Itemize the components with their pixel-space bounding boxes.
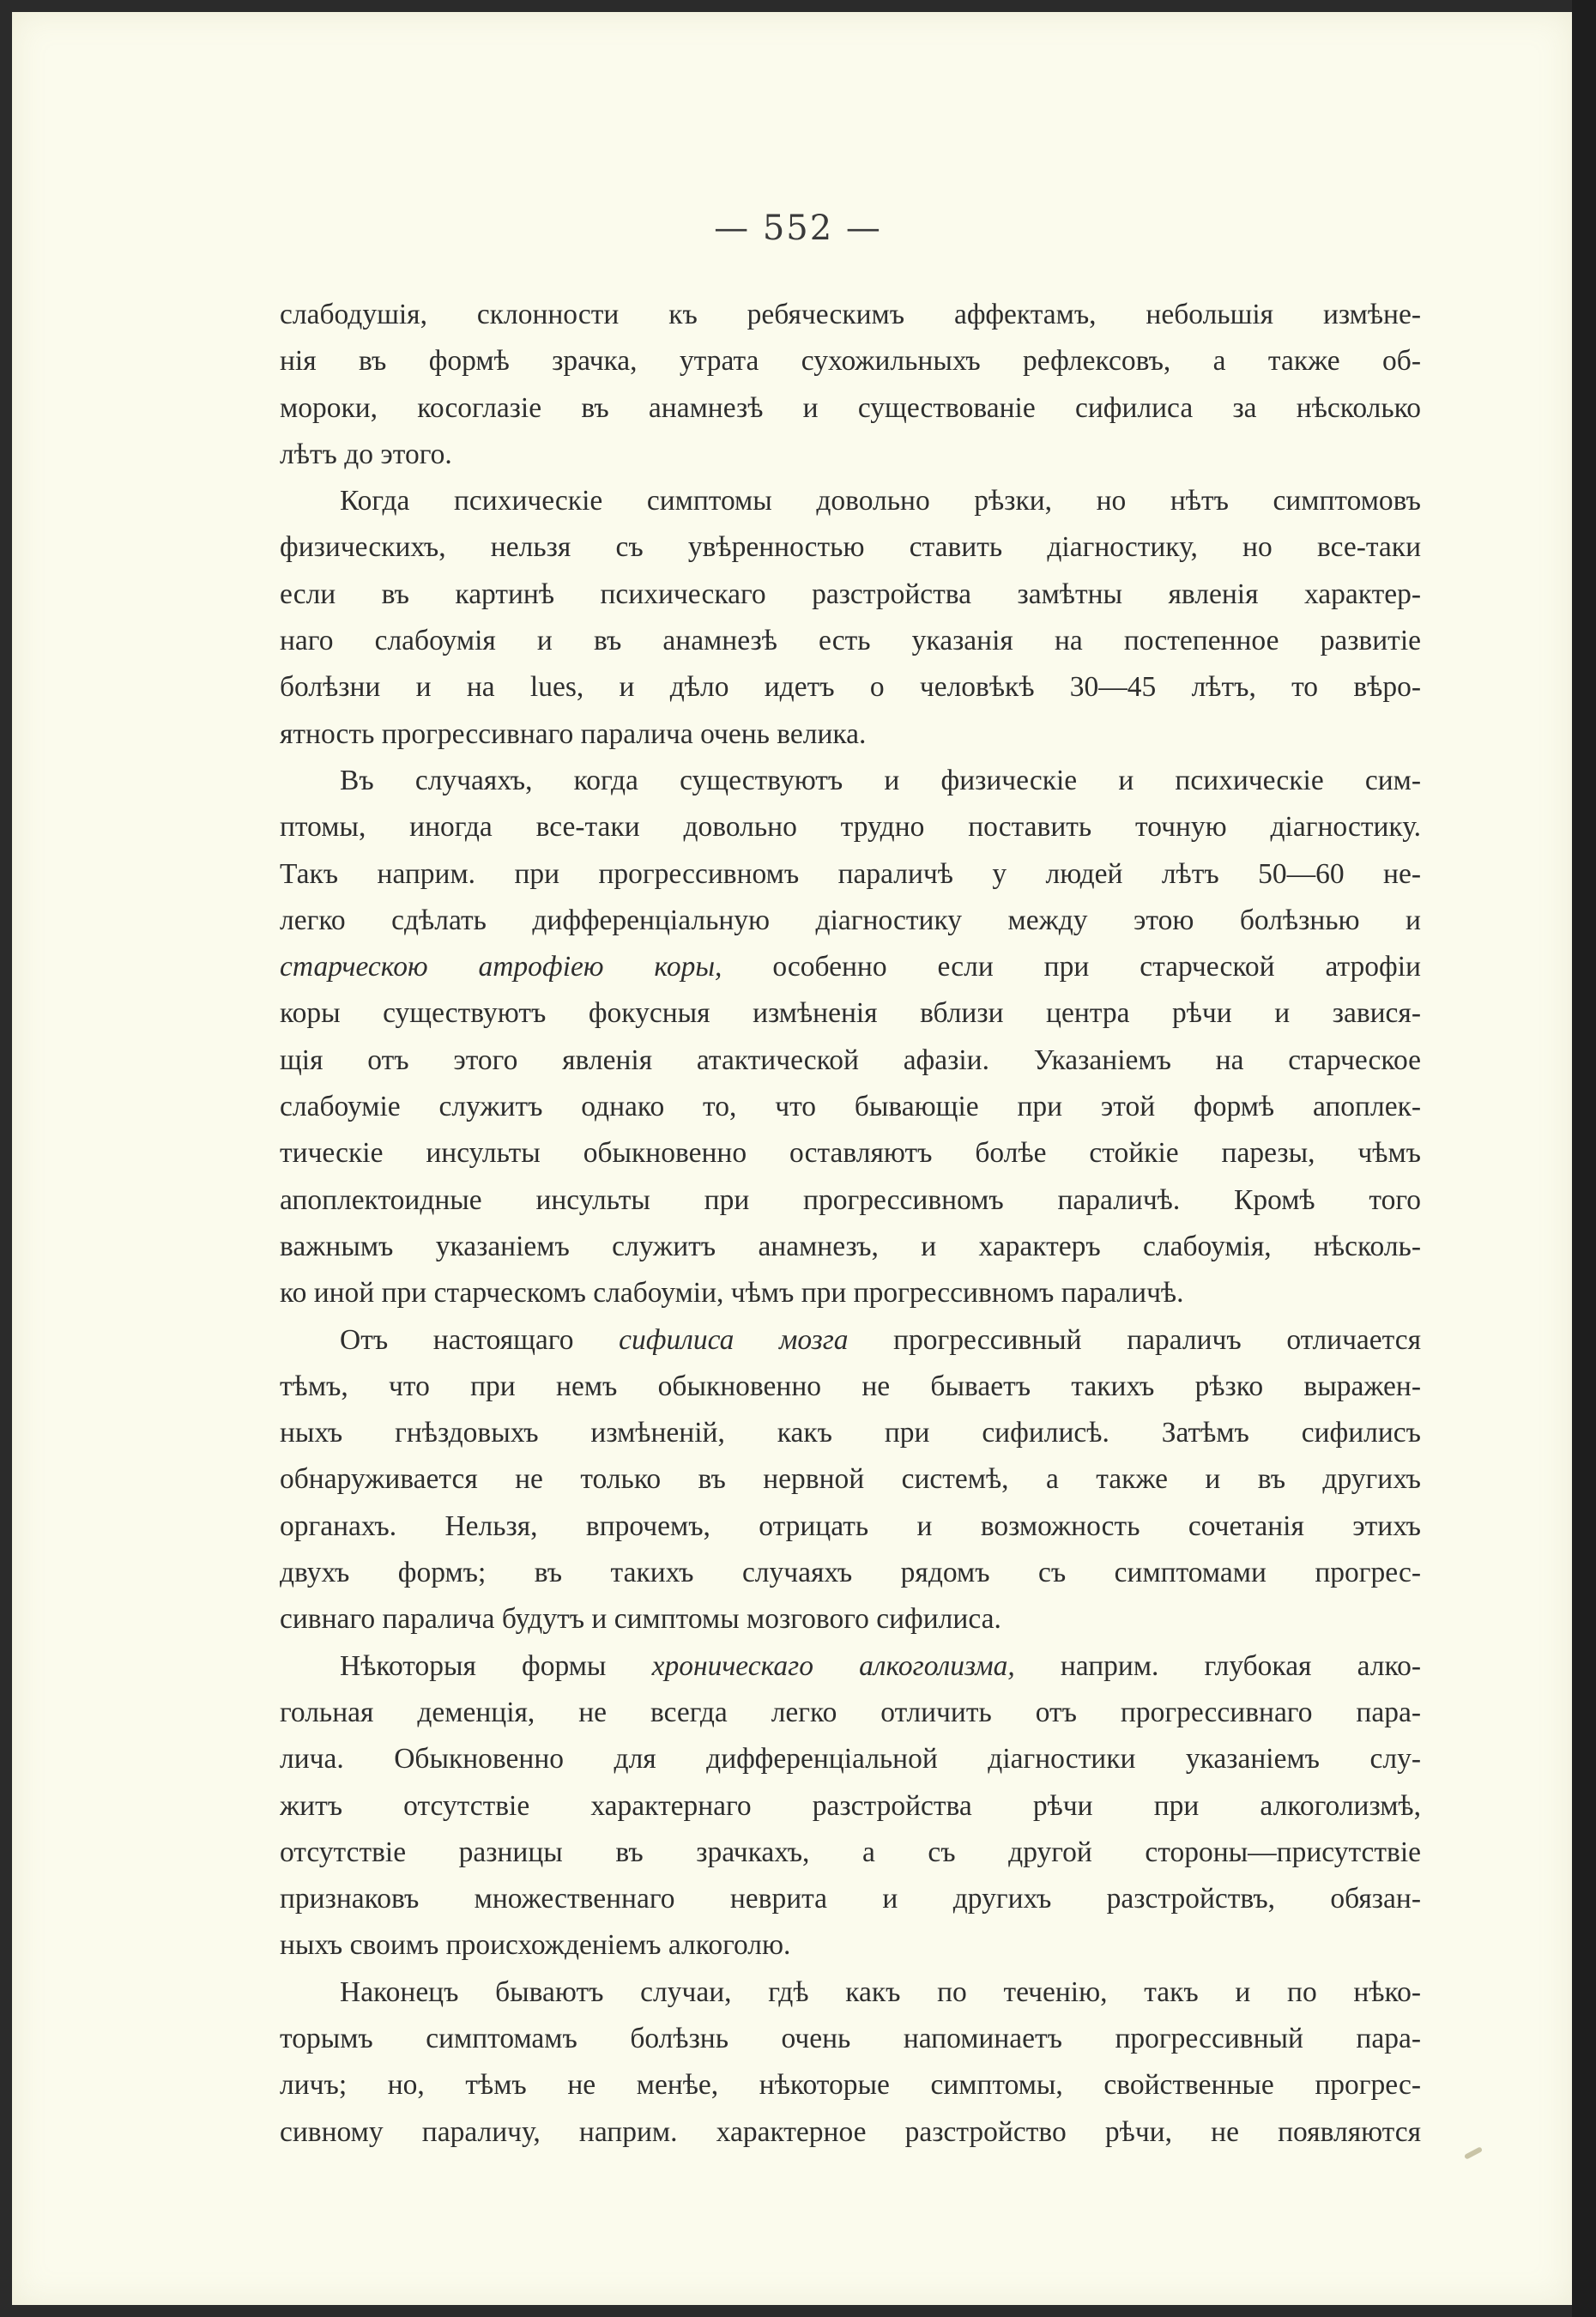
text-line: отсутствіе разницы въ зрачкахъ, а съ другой стороны—присутствіе [280, 1836, 1421, 1868]
text-line: сивнаго паралича будутъ и симптомы мозгового сифилиса. [280, 1603, 1001, 1636]
text-line [280, 1317, 1421, 1364]
text-line: тѣмъ, что при немъ обыкновенно не бываетъ такихъ рѣзко выражен- [280, 1370, 1421, 1402]
text-line: Такъ наприм. при прогрессивномъ параличѣ у людей лѣтъ 50—60 не- [280, 857, 1421, 890]
text-line: органахъ. Нельзя, впрочемъ, отрицать и возможность сочетанія этихъ [280, 1509, 1421, 1542]
text-segment: Нѣкоторыя формы [340, 1649, 652, 1682]
text-line: важнымъ указаніемъ служитъ анамнезъ, и характеръ слабоумія, нѣсколь- [280, 1230, 1421, 1262]
text-line: ныхъ своимъ происхожденіемъ алкоголю. [280, 1929, 791, 1962]
text-line [280, 1643, 1421, 1690]
text-line: слабодушія, склонности къ ребяческимъ аффектамъ, небольшія измѣне- [280, 299, 1421, 330]
text-line: Когда психическіе симптомы довольно рѣзки, но нѣтъ симптомовъ [340, 485, 1421, 517]
text-line: Наконецъ бываютъ случаи, гдѣ какъ по теченію, такъ и по нѣко- [340, 1975, 1421, 2008]
text-segment: особенно если при старческой атрофіи [722, 951, 1421, 983]
text-line: мороки, косоглазіе въ анамнезѣ и существованіе сифилиса за нѣсколько [280, 391, 1421, 424]
text-line: ко иной при старческомъ слабоуміи, чѣмъ при прогрессивномъ параличѣ. [280, 1277, 1184, 1310]
text-line: если въ картинѣ психическаго разстройства замѣтны явленія характер- [280, 578, 1421, 610]
text-line: слабоуміе служитъ однако то, что бывающіе при этой формѣ апоплек- [280, 1091, 1421, 1123]
text-segment: Отъ настоящаго [340, 1323, 620, 1356]
text-line: птомы, иногда все-таки довольно трудно поставить точную діагностику. [280, 811, 1421, 844]
text-line: двухъ формъ; въ такихъ случаяхъ рядомъ съ симптомами прогрес- [280, 1557, 1421, 1589]
italic-term: сифилиса мозга [619, 1323, 849, 1356]
text-line: признаковъ множественнаго неврита и другихъ разстройствъ, обязан- [280, 1883, 1421, 1915]
text-line: торымъ симптомамъ болѣзнь очень напоминаетъ прогрессивный пара- [280, 2022, 1421, 2054]
text-line: болѣзни и на lues, и дѣло идетъ о человѣкѣ 30—45 лѣтъ, то вѣро- [280, 671, 1421, 704]
body-text [280, 292, 1421, 2156]
text-line: обнаруживается не только въ нервной системѣ, а также и въ другихъ [280, 1463, 1421, 1496]
text-line [280, 944, 1421, 990]
text-segment: наприм. глубокая алко- [1014, 1649, 1421, 1682]
text-line: нія въ формѣ зрачка, утрата сухожильныхъ рефлексовъ, а также об- [280, 345, 1421, 378]
italic-term: старческою атрофіею коры, [280, 951, 722, 983]
text-line: апоплектоидные инсульты при прогрессивномъ параличѣ. Кромѣ того [280, 1183, 1421, 1216]
text-line: наго слабоумія и въ анамнезѣ есть указанія на постепенное развитіе [280, 625, 1421, 657]
text-line: житъ отсутствіе характернаго разстройства рѣчи при алкоголизмѣ, [280, 1789, 1421, 1822]
text-line: гольная деменція, не всегда легко отличить отъ прогрессивнаго пара- [280, 1696, 1421, 1728]
text-line: лѣтъ до этого. [280, 438, 452, 470]
text-line: Въ случаяхъ, когда существуютъ и физическіе и психическіе сим- [340, 764, 1421, 796]
text-line: лича. Обыкновенно для дифференціальной діагностики указаніемъ слу- [280, 1743, 1421, 1776]
text-line: тическіе инсульты обыкновенно оставляютъ болѣе стойкіе парезы, чѣмъ [280, 1137, 1421, 1170]
text-line: физическихъ, нельзя съ увѣренностью ставить діагностику, но все-таки [280, 531, 1421, 564]
text-line: легко сдѣлать дифференціальную діагностику между этою болѣзнью и [280, 904, 1421, 936]
page-number: — 552 — [714, 209, 882, 248]
text-segment: прогрессивный параличъ отличается [848, 1323, 1421, 1356]
text-line: ятность прогрессивнаго паралича очень велика. [280, 717, 867, 750]
text-line: щія отъ этого явленія атактической афазіи. Указаніемъ на старческое [280, 1044, 1421, 1076]
italic-term: хроническаго алкоголизма, [651, 1649, 1015, 1682]
text-line: ныхъ гнѣздовыхъ измѣненій, какъ при сифилисѣ. Затѣмъ сифилисъ [280, 1417, 1421, 1449]
page-edge [1572, 0, 1596, 2317]
text-line: личъ; но, тѣмъ не менѣе, нѣкоторые симптомы, свойственные прогрес- [280, 2069, 1421, 2102]
text-line: сивному параличу, наприм. характерное разстройство рѣчи, не появляются [280, 2115, 1421, 2148]
text-line: коры существуютъ фокусныя измѣненія вблизи центра рѣчи и завися- [280, 997, 1421, 1030]
